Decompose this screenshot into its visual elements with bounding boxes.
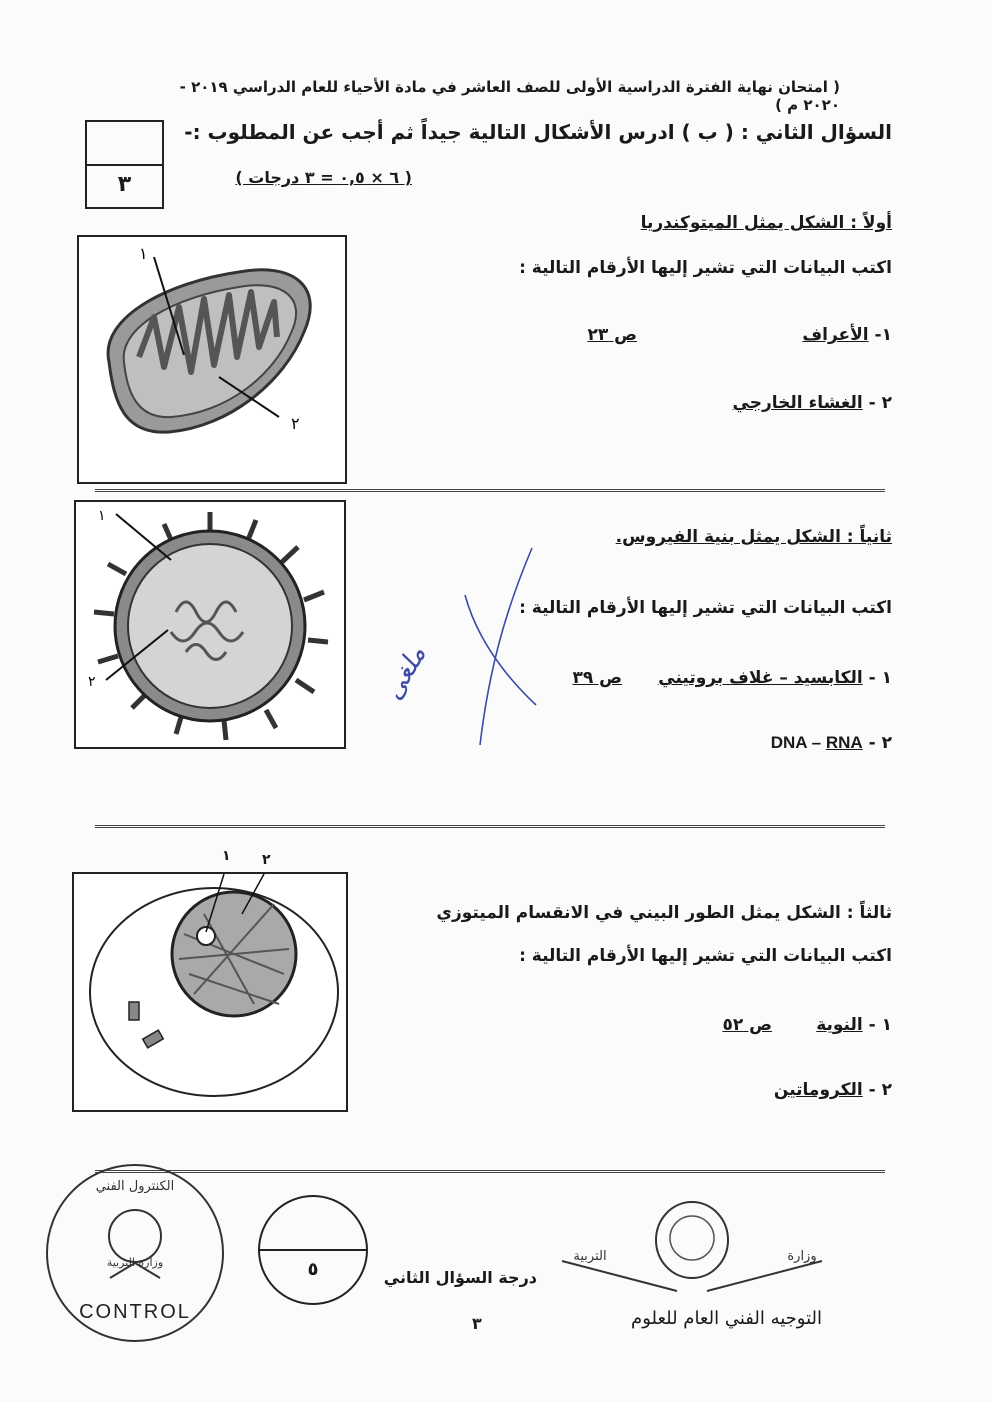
score-box-value: ٣: [117, 172, 132, 197]
section1-answer2: [733, 393, 892, 413]
section-divider: [95, 489, 885, 492]
section1-answer1-ref: ص ٢٣: [587, 325, 637, 345]
section2-answer1: [658, 668, 892, 688]
section2-answer2: [771, 733, 892, 753]
guidance-text: التوجيه الفني العام للعلوم: [631, 1308, 822, 1329]
section1-answer1: [802, 325, 892, 345]
section3-answer1: [816, 1015, 892, 1035]
section3-title: ثالثاً : الشكل يمثل الطور البيني في الانقسام الميتوزي: [436, 903, 892, 923]
page-number: ٣: [472, 1314, 482, 1333]
answer-number: ٢ -: [868, 393, 892, 413]
stamp-ministry: وزارة التربية: [106, 1256, 164, 1269]
mitochondria-figure: [77, 235, 347, 484]
answer-text-dna: DNA: [770, 733, 807, 752]
fig-label-2: ٢: [291, 414, 300, 433]
question-grade-value: ٥: [307, 1259, 319, 1280]
marks-formula: ( ٦ × ٠,٥ = ٣ درجات ): [235, 168, 412, 187]
virus-illustration: [76, 502, 344, 747]
section1-title: أولاً : الشكل يمثل الميتوكندريا: [640, 213, 892, 233]
ministry-emblem: [552, 1196, 832, 1306]
handwritten-cancel-mark: [360, 540, 560, 750]
ministry-emblem-graphic: [552, 1196, 832, 1306]
section2-prompt: اكتب البيانات التي تشير إليها الأرقام التالية :: [519, 598, 892, 618]
section3-answer2: [774, 1080, 892, 1100]
interphase-illustration: [74, 874, 346, 1110]
question-grade-circle: [258, 1195, 368, 1305]
section3-prompt: اكتب البيانات التي تشير إليها الأرقام التالية :: [519, 946, 892, 966]
section2-answer1-ref: ص ٣٩: [572, 668, 622, 688]
section-divider: [95, 825, 885, 828]
question-title: السؤال الثاني : ( ب ) ادرس الأشكال التالية جيداً ثم أجب عن المطلوب :-: [184, 120, 892, 144]
section2-title: ثانياً : الشكل يمثل بنية الفيروس.: [615, 527, 892, 547]
answer-number: ٢ -: [868, 733, 892, 753]
fig-label-1: ١: [139, 244, 148, 263]
fig-label-2: ٢: [262, 852, 271, 868]
answer-text: الكروماتين: [773, 1080, 863, 1100]
answer-number: ٢ -: [868, 1080, 892, 1100]
answer-number: ١-: [874, 325, 892, 345]
fig-label-1: ١: [98, 508, 106, 524]
cross-mark: [360, 540, 560, 750]
exam-title: ( امتحان نهاية الفترة الدراسية الأولى للصف العاشر في مادة الأحياء للعام الدراسي ٢٠١٩ - ٢٠٢٠ م ): [179, 78, 840, 114]
answer-number: ١ -: [868, 668, 892, 688]
control-stamp: [40, 1158, 230, 1348]
answer-text-rna: RNA: [825, 733, 863, 752]
answer-number: ١ -: [868, 1015, 892, 1035]
section3-answer1-ref: ص ٥٢: [722, 1015, 772, 1035]
ministry-word-1: وزارة: [787, 1249, 817, 1264]
fig-label-2: ٢: [88, 674, 96, 690]
answer-text: النوية: [816, 1015, 863, 1035]
fig-label-1: ١: [222, 848, 231, 864]
interphase-figure: [72, 872, 348, 1112]
answer-text: الكابسيد – غلاف بروتيني: [658, 668, 863, 688]
virus-figure: [74, 500, 346, 749]
stamp-arc-text: الكنترول الفني: [95, 1179, 175, 1194]
question-grade-label: درجة السؤال الثاني: [383, 1268, 537, 1287]
section1-prompt: اكتب البيانات التي تشير إليها الأرقام التالية :: [519, 258, 892, 278]
ministry-word-2: التربية: [573, 1249, 607, 1264]
answer-separator: –: [811, 733, 822, 752]
stamp-control-word: CONTROL: [79, 1301, 191, 1323]
control-stamp-graphic: [40, 1158, 230, 1348]
score-box: [85, 120, 164, 209]
handwritten-note: ملغى: [378, 640, 433, 705]
answer-text: الأعراف: [802, 325, 869, 345]
mitochondria-illustration: [79, 237, 345, 482]
answer-text: الغشاء الخارجي: [732, 393, 863, 413]
